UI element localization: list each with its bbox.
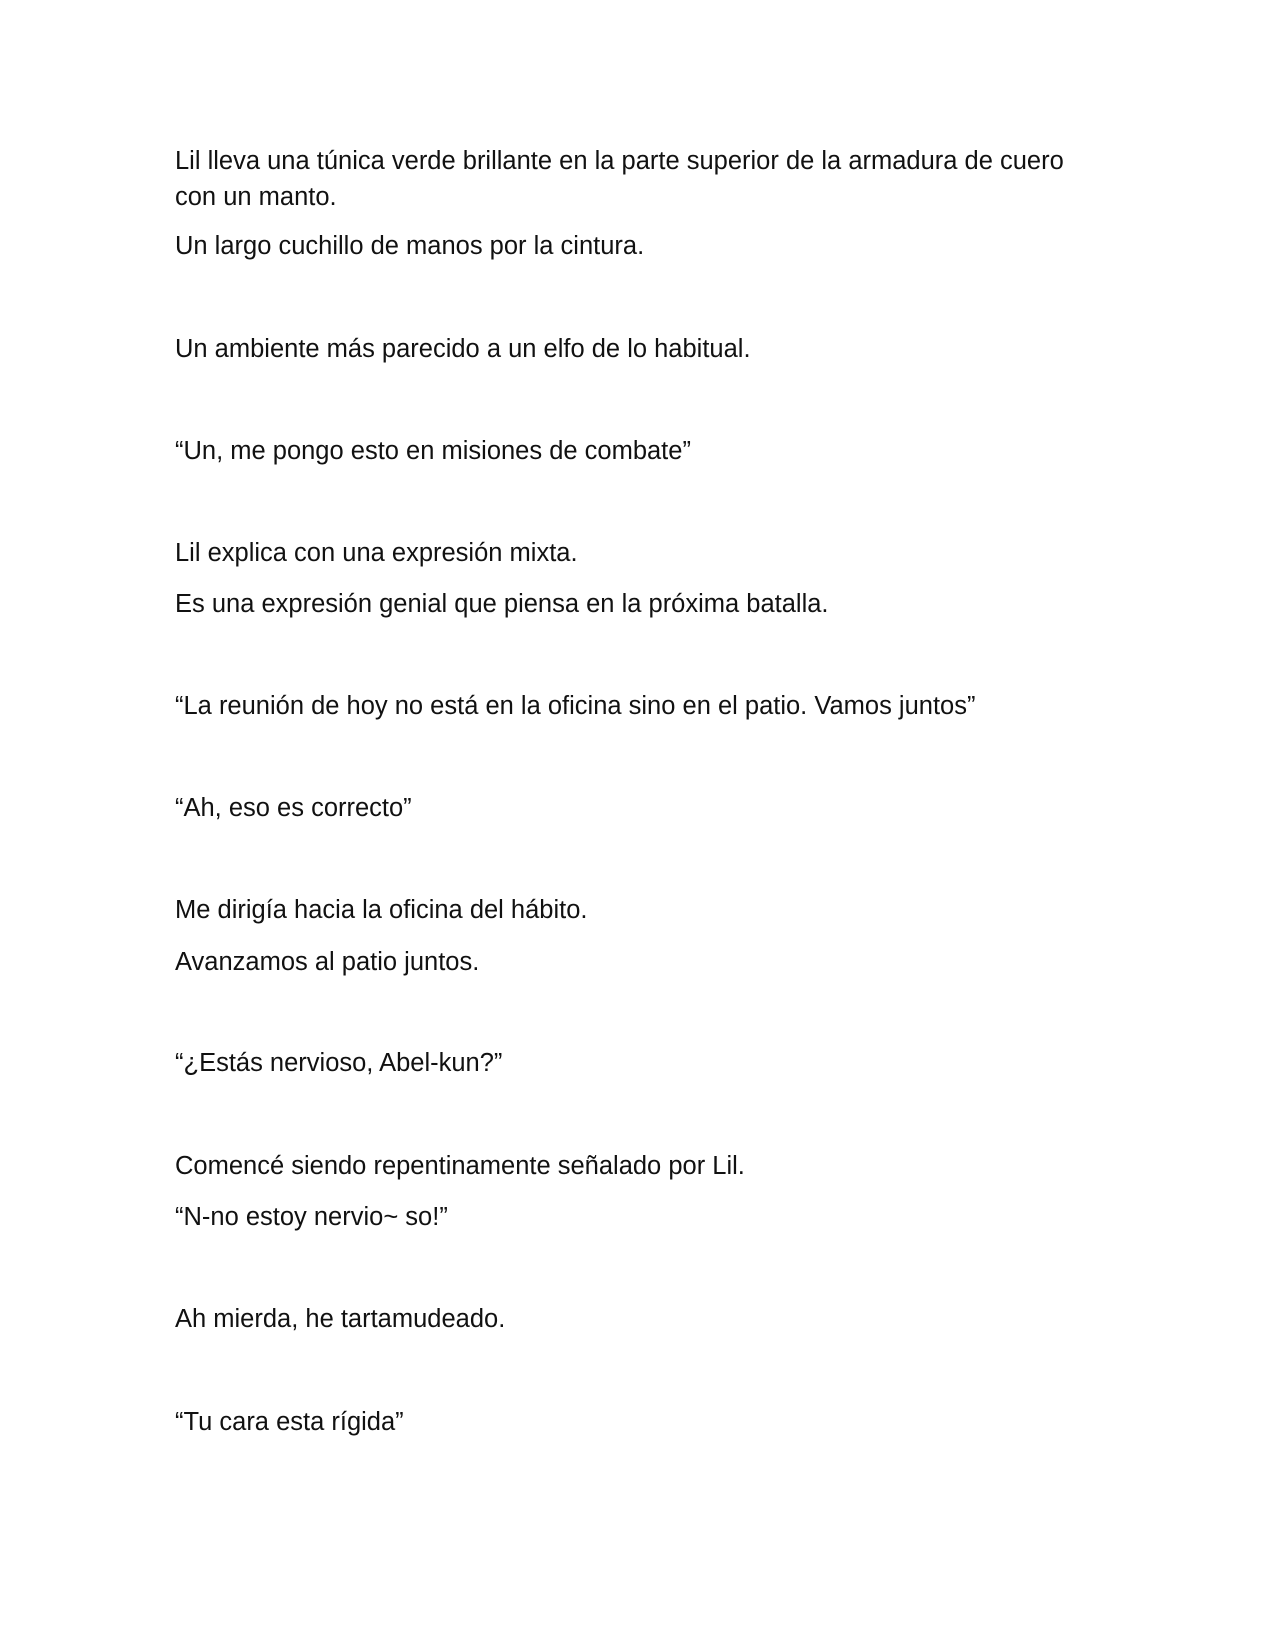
paragraph-8: “Ah, eso es correcto”: [175, 794, 412, 822]
paragraph-7: “La reunión de hoy no está en la oficina sino en el patio. Vamos juntos”: [175, 692, 976, 720]
paragraph-1: Lil lleva una túnica verde brillante en la parte superior de la armadura de cuero con un manto.: [175, 147, 1064, 211]
paragraph-4: “Un, me pongo esto en misiones de combate”: [175, 437, 691, 465]
paragraph-3: Un ambiente más parecido a un elfo de lo habitual.: [175, 335, 751, 363]
paragraph-10: Avanzamos al patio juntos.: [175, 948, 480, 976]
paragraph-13: “N-no estoy nervio~ so!”: [175, 1203, 448, 1231]
paragraph-5: Lil explica con una expresión mixta.: [175, 539, 578, 567]
paragraph-11: “¿Estás nervioso, Abel-kun?”: [175, 1049, 503, 1077]
paragraph-14: Ah mierda, he tartamudeado.: [175, 1305, 506, 1333]
paragraph-15: “Tu cara esta rígida”: [175, 1408, 404, 1436]
paragraph-12: Comencé siendo repentinamente señalado por Lil.: [175, 1152, 745, 1180]
paragraph-2: Un largo cuchillo de manos por la cintura.: [175, 232, 645, 260]
paragraph-6: Es una expresión genial que piensa en la próxima batalla.: [175, 590, 829, 618]
paragraph-9: Me dirigía hacia la oficina del hábito.: [175, 896, 588, 924]
